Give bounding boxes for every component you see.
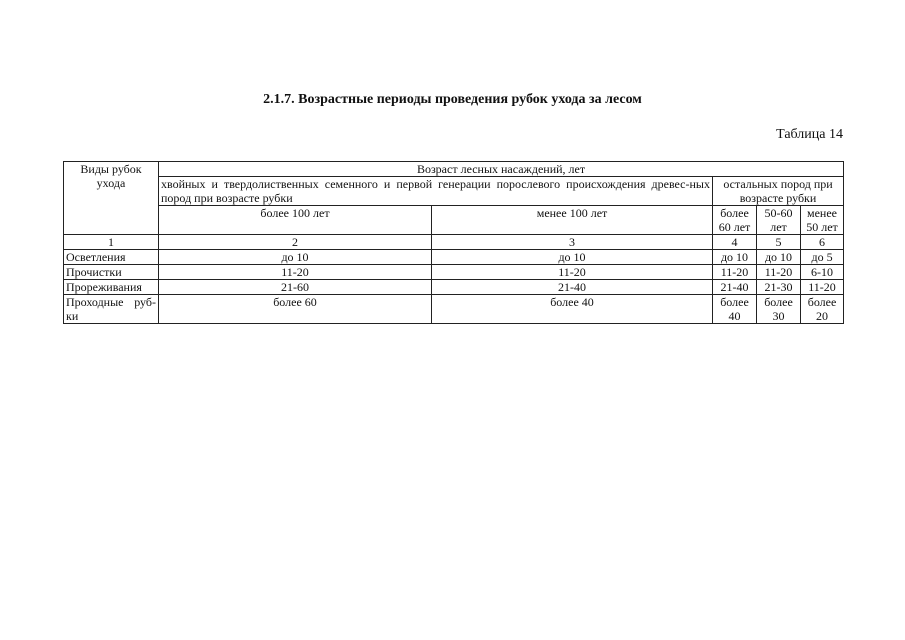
- column-number: 3: [432, 235, 713, 250]
- header-other-species: остальных пород при возрасте рубки: [713, 177, 844, 206]
- header-less-50: менее 50 лет: [801, 206, 844, 235]
- cutting-type-name: Осветления: [64, 250, 159, 265]
- header-more-100: более 100 лет: [159, 206, 432, 235]
- table-cell: до 5: [801, 250, 844, 265]
- table-row: [64, 265, 844, 280]
- section-heading: 2.1.7. Возрастные периоды проведения рубок ухода за лесом: [263, 92, 642, 107]
- table-cell: 11-20: [801, 280, 844, 295]
- table-cell: 21-40: [713, 280, 757, 295]
- table-cell: более 60: [159, 295, 432, 324]
- header-more-60: более 60 лет: [713, 206, 757, 235]
- table-cell: до 10: [159, 250, 432, 265]
- cutting-type-name: Прореживания: [64, 280, 159, 295]
- header-50-60: 50-60 лет: [757, 206, 801, 235]
- table-cell: 11-20: [159, 265, 432, 280]
- column-number: 6: [801, 235, 844, 250]
- column-number: 4: [713, 235, 757, 250]
- table-cell: до 10: [713, 250, 757, 265]
- table-cell: 6-10: [801, 265, 844, 280]
- table-row: [64, 250, 844, 265]
- table-row: [64, 295, 844, 324]
- table-cell: более 40: [713, 295, 757, 324]
- table-cell: 21-40: [432, 280, 713, 295]
- table-row: [64, 280, 844, 295]
- table-cell: 21-30: [757, 280, 801, 295]
- table-cell: 11-20: [757, 265, 801, 280]
- header-row-3: [64, 206, 844, 235]
- numbering-row: [64, 235, 844, 250]
- cutting-type-name: Прочистки: [64, 265, 159, 280]
- table-label: Таблица 14: [776, 127, 843, 142]
- table-cell: более 20: [801, 295, 844, 324]
- thinning-age-table: [63, 161, 844, 324]
- header-cutting-types: Виды рубок ухода: [64, 162, 159, 235]
- table-cell: 11-20: [432, 265, 713, 280]
- column-number: 5: [757, 235, 801, 250]
- table-cell: 11-20: [713, 265, 757, 280]
- header-forest-age: Возраст лесных насаждений, лет: [159, 162, 844, 177]
- table-cell: более 40: [432, 295, 713, 324]
- table-cell: до 10: [757, 250, 801, 265]
- table-cell: 21-60: [159, 280, 432, 295]
- header-row-2: [64, 177, 844, 206]
- table-cell: до 10: [432, 250, 713, 265]
- cutting-type-name: Проходные руб-ки: [64, 295, 159, 324]
- header-less-100: менее 100 лет: [432, 206, 713, 235]
- column-number: 1: [64, 235, 159, 250]
- header-row-1: [64, 162, 844, 177]
- table-cell: более 30: [757, 295, 801, 324]
- header-conifer-hardwood: хвойных и твердолиственных семенного и первой генерации порослевого происхождения древес-ных пород при возрасте рубки: [159, 177, 713, 206]
- column-number: 2: [159, 235, 432, 250]
